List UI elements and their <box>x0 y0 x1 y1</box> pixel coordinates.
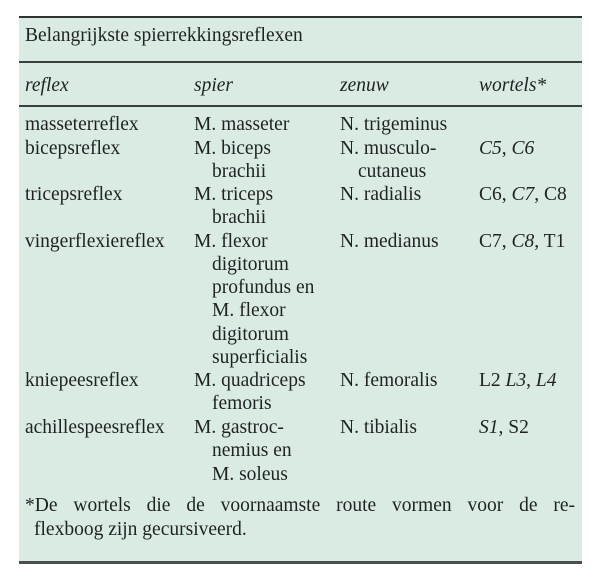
reflex-cell: bicepsreflex <box>25 137 121 159</box>
reflex-cell: masseterreflex <box>25 114 139 135</box>
reflex-cell: kniepeesreflex <box>25 370 139 391</box>
title-divider <box>19 61 582 63</box>
spier-cell: M. biceps brachii <box>194 137 271 182</box>
header-divider <box>19 105 582 107</box>
column-header-wortels: wortels* <box>479 75 547 96</box>
wortels-cell: C6, C7, C8 <box>479 184 567 205</box>
wortels-cell: C7, C8, T1 <box>479 230 566 252</box>
reflex-cell: vingerflexiereflex <box>25 230 165 252</box>
column-header-zenuw: zenuw <box>340 75 389 96</box>
column-header-reflex: reflex <box>25 75 69 96</box>
reflex-cell: tricepsreflex <box>25 184 123 205</box>
table-title: Belangrijkste spierrekkingsreflexen <box>25 25 303 46</box>
zenuw-cell: N. radialis <box>340 184 422 205</box>
zenuw-cell: N. trigeminus <box>340 114 448 135</box>
zenuw-cell: N. musculo- cutaneus <box>340 137 437 182</box>
zenuw-cell: N. tibialis <box>340 417 417 438</box>
spier-cell: M. flexor digitorum profundus en M. flexor digitorum superficialis <box>194 230 315 368</box>
spier-cell: M. masseter <box>194 114 290 135</box>
spier-cell: M. gastroc- nemius en M. soleus <box>194 417 292 485</box>
column-header-spier: spier <box>194 75 233 96</box>
reflex-table <box>19 16 582 564</box>
reflex-cell: achillespeesreflex <box>25 417 165 438</box>
zenuw-cell: N. femoralis <box>340 370 438 391</box>
zenuw-cell: N. medianus <box>340 230 439 252</box>
wortels-cell: S1, S2 <box>479 417 529 438</box>
wortels-cell: L2 L3, L4 <box>479 370 557 391</box>
wortels-cell: C5, C6 <box>479 137 535 159</box>
spier-cell: M. quadriceps femoris <box>194 370 306 415</box>
table-footnote: *De wortels die de voornaamste route vormen voor de re- flexboog zijn gecursiveerd. <box>25 495 575 540</box>
spier-cell: M. triceps brachii <box>194 184 274 229</box>
